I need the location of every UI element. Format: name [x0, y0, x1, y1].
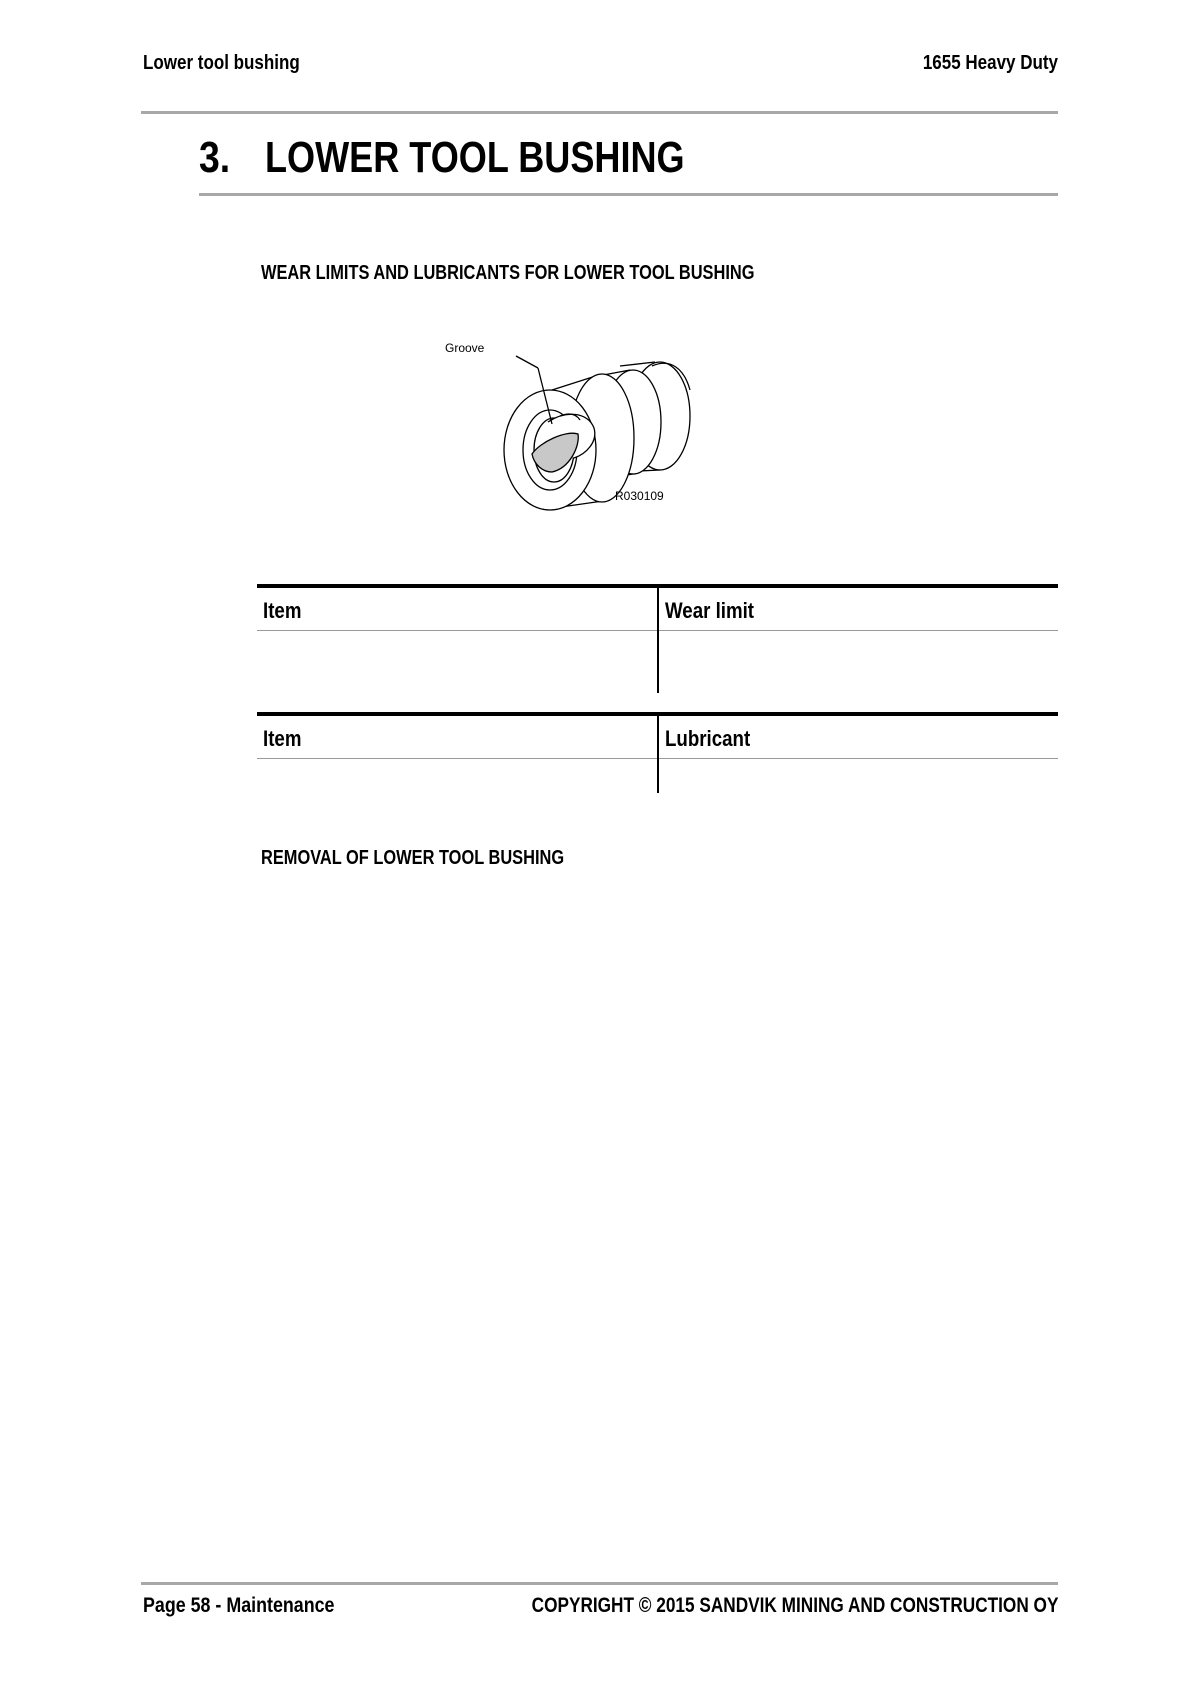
running-header-right: 1655 Heavy Duty: [922, 52, 1058, 74]
column-header-item: Item: [257, 714, 658, 759]
table-row: [257, 631, 1058, 694]
lubricant-table: [257, 712, 1058, 793]
footer-page-label: Page 58 - Maintenance: [143, 1594, 335, 1617]
column-header-wear-limit: Wear limit: [658, 586, 1058, 631]
column-header-lubricant: Lubricant: [658, 714, 1058, 759]
bushing-figure: [445, 341, 730, 550]
chapter-title-rule: [199, 193, 1058, 196]
section-heading-wear-limits: WEAR LIMITS AND LUBRICANTS FOR LOWER TOOL BUSHING: [261, 262, 755, 284]
table-header-row: [257, 586, 1058, 631]
header-rule: [141, 111, 1058, 114]
table-cell: [658, 631, 1058, 694]
figure-code: R030109: [615, 489, 664, 503]
table-cell: [658, 759, 1058, 794]
section-heading-removal: REMOVAL OF LOWER TOOL BUSHING: [261, 847, 565, 869]
column-header-item: Item: [257, 586, 658, 631]
chapter-title: LOWER TOOL BUSHING: [265, 133, 685, 182]
table-row: [257, 759, 1058, 794]
table-cell: [257, 631, 658, 694]
wear-limit-table: [257, 584, 1058, 693]
chapter-number: 3.: [199, 133, 231, 182]
running-header-left: Lower tool bushing: [143, 52, 300, 74]
table-cell: [257, 759, 658, 794]
footer-rule: [141, 1582, 1058, 1585]
bushing-drawing: [470, 350, 730, 550]
groove-callout: Groove: [445, 341, 485, 355]
table-header-row: [257, 714, 1058, 759]
footer-copyright: COPYRIGHT © 2015 SANDVIK MINING AND CONSTRUCTION OY: [531, 1594, 1058, 1617]
